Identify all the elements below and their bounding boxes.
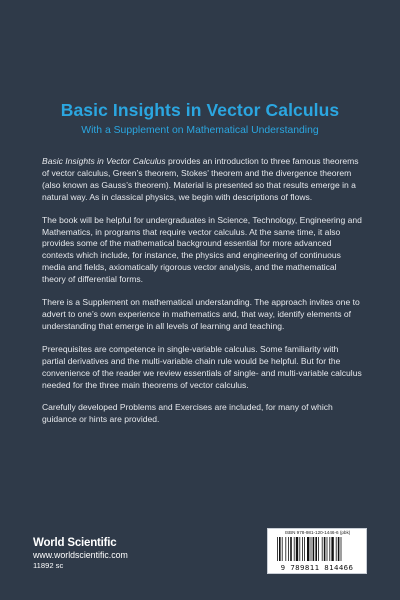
blurb-paragraph-4: Prerequisites are competence in single-variable calculus. Some familiarity with partial derivatives and the multi-variable chain rule would be helpful. But for the convenience of the reader we review essentials of single- and multi-variable calculus needed for the three main theorems of vector calculus.: [42, 343, 362, 390]
barcode-bars-icon: [276, 537, 360, 561]
blurb-title-italic: Basic Insights in Vector Calculus: [42, 156, 166, 166]
publisher-name: World Scientific: [33, 537, 117, 549]
isbn-digits: 9 789811 814466: [280, 563, 354, 572]
blurb-text: [42, 156, 362, 437]
blurb-paragraph-1-text: provides an introduction to three famous theorems of vector calculus, Green’s theorem, Stokes’ theorem and the divergence theorem (also known as Gauss’s theorem). Material is presented so that results emerge in a natural way. As in classical physics, we begin with descriptions of flows.: [42, 156, 359, 202]
catalog-code: 11892 sc: [33, 561, 64, 570]
blurb-paragraph-1: [42, 156, 362, 204]
isbn-barcode: [267, 528, 367, 574]
publisher-block: [33, 537, 128, 570]
blurb-paragraph-3: There is a Supplement on mathematical understanding. The approach invites one to advert to one’s own experience in mathematics and, that way, identify elements of understanding that emerge in all levels of learning and teaching.: [42, 297, 360, 331]
blurb-paragraph-2: The book will be helpful for undergraduates in Science, Technology, Engineering and Mathematics, in programs that require vector calculus. At the same time, it also provides some of the mathematical background essential for more advanced contexts which include, for instance, the physics and engineering of continuous media and fields, axiomatically rigorous vector analysis, and the mathematical theory of differential forms.: [42, 214, 362, 285]
publisher-url: www.worldscientific.com: [33, 550, 128, 560]
book-title: Basic Insights in Vector Calculus: [60, 100, 340, 120]
book-subtitle: With a Supplement on Mathematical Understanding: [81, 125, 319, 136]
isbn-label: ISBN 978-981-120-1446-6 (pbk): [284, 530, 351, 535]
blurb-paragraph-5: Carefully developed Problems and Exercises are included, for many of which guidance or hints are provided.: [42, 402, 333, 425]
